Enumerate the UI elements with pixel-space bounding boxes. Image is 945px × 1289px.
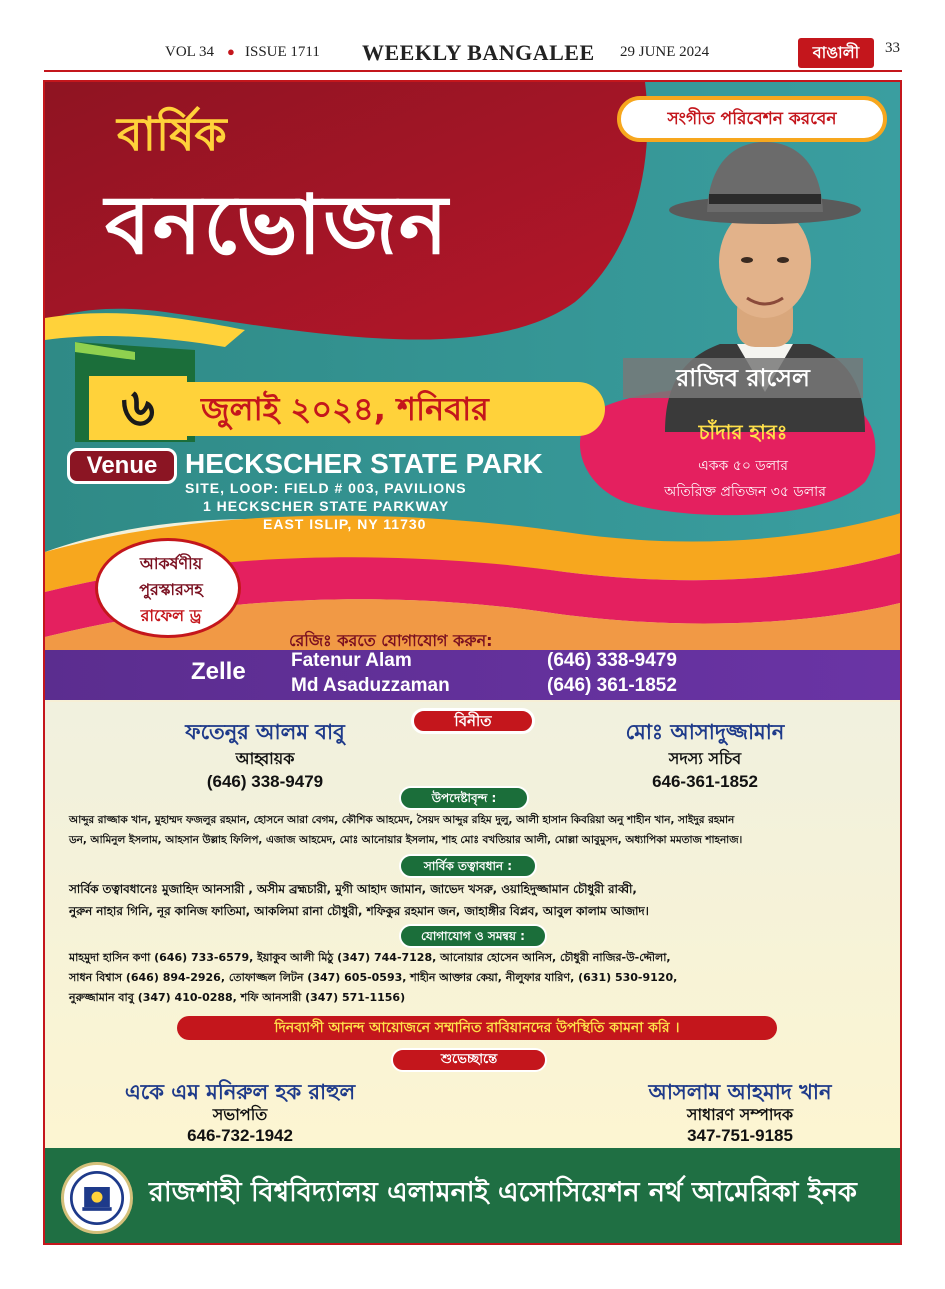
volume-label: VOL 34 bbox=[165, 44, 215, 60]
heading-annual: বার্ষিক bbox=[117, 107, 227, 161]
supervision-line: সার্বিক তত্বাবধানেঃ মুজাহিদ আনসারী , অসীম ব্রহ্মচারী, মুগী আহাদ জামান, জাভেদ খসরু, ওয়াহিদুজ্জামান চৌধুরী রাব্বী, bbox=[69, 882, 637, 896]
contact-phone: (646) 361-1852 bbox=[547, 675, 677, 696]
issue-label: ISSUE 1711 bbox=[245, 44, 320, 60]
contact-phone: (646) 338-9479 bbox=[547, 650, 677, 671]
advisors-line: ডন, আমিনুল ইসলাম, আহসান উল্লাহ ফিলিপ, এজাজ আহমেদ, মোঃ আনোয়ার ইসলাম, শাহ মোঃ বখতিয়ার আলী, মোল্লা আবুমুসদ, অধ্যাপিকা মমতাজ শাহনাজ। bbox=[69, 834, 743, 846]
coordination-line: সাধন বিশ্বাস (646) 894-2926, তোফাজ্জল লিটন (347) 605-0593, শাহীন আক্তার কেয়া, নীলুফার যারিণ, (631) 530-9120, bbox=[69, 971, 678, 984]
coordination-title: যোগাযোগ ও সমন্বয় : bbox=[399, 924, 547, 948]
zelle-band bbox=[45, 650, 902, 700]
fee-single: একক ৫০ ডলার bbox=[698, 458, 788, 474]
coordination-line: মাহমুদা হাসিন কণা (646) 733-6579, ইয়াকুব আলী মিঠু (347) 744-7128, আনোয়ার হোসেন আনিস, চৌধুরী নাজির-উ-দ্দৌলা, bbox=[69, 951, 671, 964]
issue-date: 29 JUNE 2024 bbox=[620, 44, 710, 60]
newspaper-title: WEEKLY BANGALEE bbox=[362, 40, 595, 65]
raffle-line: পুরস্কারসহ bbox=[139, 580, 203, 599]
advisors-line: আব্দুর রাজ্জাক খান, মুহাম্মদ ফজলুর রহমান, হোসনে আরা বেগম, কৌশিক আহমেদ, সৈয়দ আব্দুর রহিম দুলু, আলী হাসান কিবরিয়া অনু শাহীন খান, সাইদুর রহমান bbox=[69, 814, 735, 826]
leader-phone: 646-732-1942 bbox=[187, 1126, 293, 1145]
bullet-icon: ● bbox=[227, 44, 235, 59]
organizer-role: আহ্বায়ক bbox=[235, 749, 295, 768]
venue-line: SITE, LOOP: FIELD # 003, PAVILIONS bbox=[185, 480, 467, 496]
supervision-line: নুরুন নাহার গিনি, নূর কানিজ ফাতিমা, আকলিমা রানা চৌধুরী, শফিকুর রহমান জন, জাহাঙ্গীর বিপ্লব, আবুল কালাম আজাদ। bbox=[69, 904, 649, 918]
association-name: রাজশাহী বিশ্ববিদ্যালয় এলামনাই এসোসিয়েশন নর্থ আমেরিকা ইনক bbox=[149, 1177, 857, 1208]
leader-name: আসলাম আহমাদ খান bbox=[648, 1080, 832, 1104]
register-text: রেজিঃ করতে যোগাযোগ করুন: bbox=[289, 631, 493, 650]
organizer-name: ফতেনুর আলম বাবু bbox=[185, 720, 345, 744]
event-day: ৬ bbox=[89, 376, 187, 440]
heading-picnic: বনভোজন bbox=[105, 178, 450, 273]
page-number: 33 bbox=[885, 40, 900, 56]
fee-title: চাঁদার হারঃ bbox=[698, 420, 788, 444]
leader-phone: 347-751-9185 bbox=[687, 1126, 793, 1145]
organizer-phone: 646-361-1852 bbox=[652, 772, 758, 791]
supervision-title: সার্বিক তত্বাবধান : bbox=[399, 854, 537, 878]
singer-label: সংগীত পরিবেশন করবেন bbox=[617, 96, 887, 142]
advisors-title: উপদেষ্টাবৃন্দ : bbox=[399, 786, 529, 810]
raffle-line: রাফেল ড্র bbox=[140, 606, 202, 625]
organizer-role: সদস্য সচিব bbox=[668, 749, 742, 768]
leader-role: সাধারণ সম্পাদক bbox=[686, 1105, 794, 1124]
organizer-name: মোঃ আসাদুজ্জামান bbox=[625, 720, 785, 744]
invitation-line: দিনব্যাপী আনন্দ আয়োজনে সম্মানিত রাবিয়ানদের উপস্থিতি কামনা করি । bbox=[177, 1016, 777, 1040]
venue-badge: Venue bbox=[67, 448, 177, 484]
raffle-badge bbox=[95, 538, 241, 638]
organizer-phone: (646) 338-9479 bbox=[206, 772, 324, 791]
event-date: জুলাই ২০২৪, শনিবার bbox=[185, 382, 605, 436]
leader-name: একে এম মনিরুল হক রাহুল bbox=[124, 1080, 356, 1104]
picnic-poster bbox=[43, 80, 902, 1245]
venue-name: HECKSCHER STATE PARK bbox=[185, 448, 543, 479]
newspaper-header bbox=[0, 0, 945, 72]
leader-role: সভাপতি bbox=[212, 1105, 268, 1124]
contact-name: Md Asaduzzaman bbox=[291, 675, 450, 696]
newspaper-logo: বাঙালী bbox=[798, 38, 874, 68]
greetings-label: শুভেচ্ছান্তে bbox=[391, 1048, 547, 1072]
university-seal-icon bbox=[61, 1162, 133, 1234]
fee-extra: অতিরিক্ত প্রতিজন ৩৫ ডলার bbox=[664, 484, 826, 500]
venue-line: 1 HECKSCHER STATE PARKWAY bbox=[203, 498, 450, 514]
zelle-logo: Zelle bbox=[191, 658, 246, 685]
venue-line: EAST ISLIP, NY 11730 bbox=[263, 516, 427, 532]
coordination-line: নুরুজ্জামান বাবু (347) 410-0288, শফি আনসারী (347) 571-1156) bbox=[69, 991, 406, 1004]
singer-name: রাজিব রাসেল bbox=[623, 358, 863, 398]
binito-label: বিনীত bbox=[411, 708, 535, 734]
contact-name: Fatenur Alam bbox=[291, 650, 412, 671]
raffle-line: আকর্ষণীয় bbox=[139, 554, 203, 573]
header-rule bbox=[44, 70, 902, 72]
